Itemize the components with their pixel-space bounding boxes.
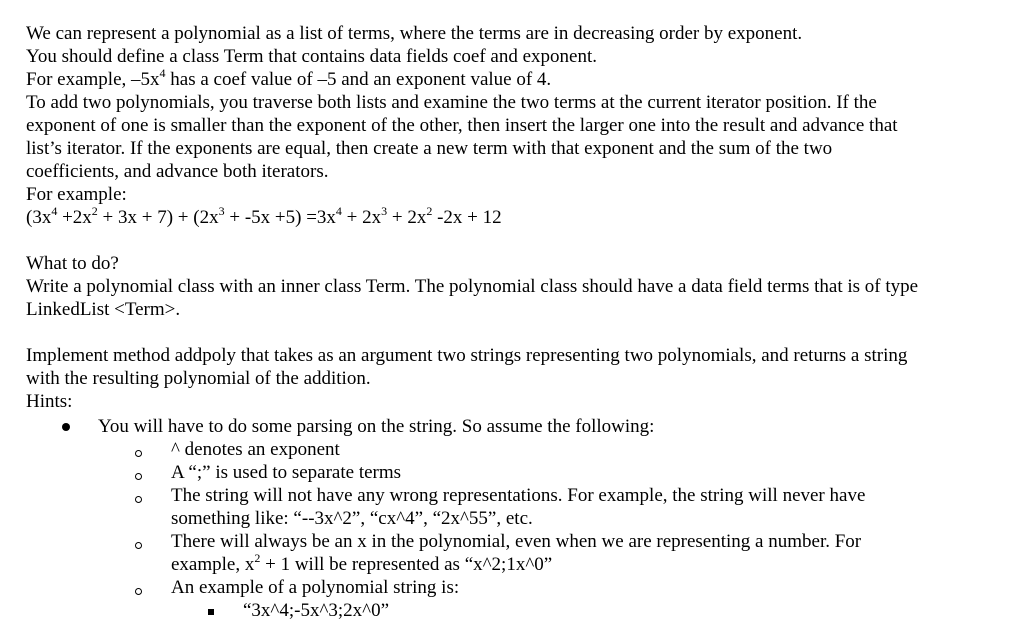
formula-exponent: 3 — [218, 203, 225, 218]
hints-label: Hints: — [26, 391, 73, 412]
hint-sub-3-line-1: The string will not have any wrong representations. For example, the string will never have — [171, 485, 866, 506]
example-suffix: has a coef value of –5 and an exponent value of 4. — [165, 69, 552, 90]
formula-part: + 2x — [387, 207, 427, 228]
hint-sub-4-part: example, x — [171, 554, 255, 575]
intro-line-1: We can represent a polynomial as a list of terms, where the terms are in decreasing order by exponent. — [26, 23, 803, 44]
bullet-circle-icon — [135, 496, 142, 503]
hint-main: You will have to do some parsing on the string. So assume the following: — [98, 416, 655, 437]
polynomial-formula — [26, 203, 502, 229]
formula-exponent: 2 — [426, 203, 433, 218]
hint-sub-3-line-2: something like: “--3x^2”, “cx^4”, “2x^55”, etc. — [171, 508, 533, 529]
bullet-circle-icon — [135, 542, 142, 549]
formula-exponent: 2 — [91, 203, 98, 218]
formula-part: (3x — [26, 207, 52, 228]
formula-part: + 3x + 7) + (2x — [97, 207, 219, 228]
hint-subsub-1: “3x^4;-5x^3;2x^0” — [243, 600, 389, 621]
bullet-circle-icon — [135, 473, 142, 480]
add-paragraph-line-2: exponent of one is smaller than the exponent of the other, then insert the larger one into the result and advance that — [26, 115, 898, 136]
example-prefix: For example, –5x — [26, 69, 160, 90]
hint-sub-4-part: + 1 will be represented as “x^2;1x^0” — [260, 554, 553, 575]
bullet-dot-icon — [62, 423, 70, 431]
add-paragraph-line-3: list’s iterator. If the exponents are equal, then create a new term with that exponent and the sum of the two — [26, 138, 833, 159]
intro-example-line — [26, 65, 552, 91]
for-example-label: For example: — [26, 184, 127, 205]
formula-part: + 2x — [341, 207, 382, 228]
bullet-circle-icon — [135, 450, 142, 457]
what-to-do-line-2: LinkedList <Term>. — [26, 299, 181, 320]
hint-sub-5: An example of a polynomial string is: — [171, 577, 460, 598]
bullet-circle-icon — [135, 588, 142, 595]
formula-part: + -5x +5) =3x — [224, 207, 336, 228]
formula-part: +2x — [57, 207, 92, 228]
hint-sub-4-exponent: 2 — [254, 550, 261, 565]
example-exponent: 4 — [159, 65, 166, 80]
add-paragraph-line-4: coefficients, and advance both iterators. — [26, 161, 329, 182]
hint-sub-2: A “;” is used to separate terms — [171, 462, 402, 483]
add-paragraph-line-1: To add two polynomials, you traverse both lists and examine the two terms at the current iterator position. If the — [26, 92, 877, 113]
what-to-do-line-1: Write a polynomial class with an inner class Term. The polynomial class should have a data field terms that is of type — [26, 276, 919, 297]
hint-sub-4-line-2 — [171, 550, 553, 576]
formula-exponent: 3 — [381, 203, 388, 218]
intro-line-2: You should define a class Term that contains data fields coef and exponent. — [26, 46, 597, 67]
formula-exponent: 4 — [335, 203, 342, 218]
hint-sub-1: ^ denotes an exponent — [171, 439, 340, 460]
formula-part: -2x + 12 — [432, 207, 502, 228]
hint-sub-4-line-1: There will always be an x in the polynomial, even when we are representing a number. For — [171, 531, 862, 552]
implement-line-2: with the resulting polynomial of the addition. — [26, 368, 371, 389]
what-to-do-heading: What to do? — [26, 253, 119, 274]
implement-line-1: Implement method addpoly that takes as an argument two strings representing two polynomials, and returns a string — [26, 345, 908, 366]
formula-exponent: 4 — [51, 203, 58, 218]
bullet-square-icon — [208, 609, 214, 615]
